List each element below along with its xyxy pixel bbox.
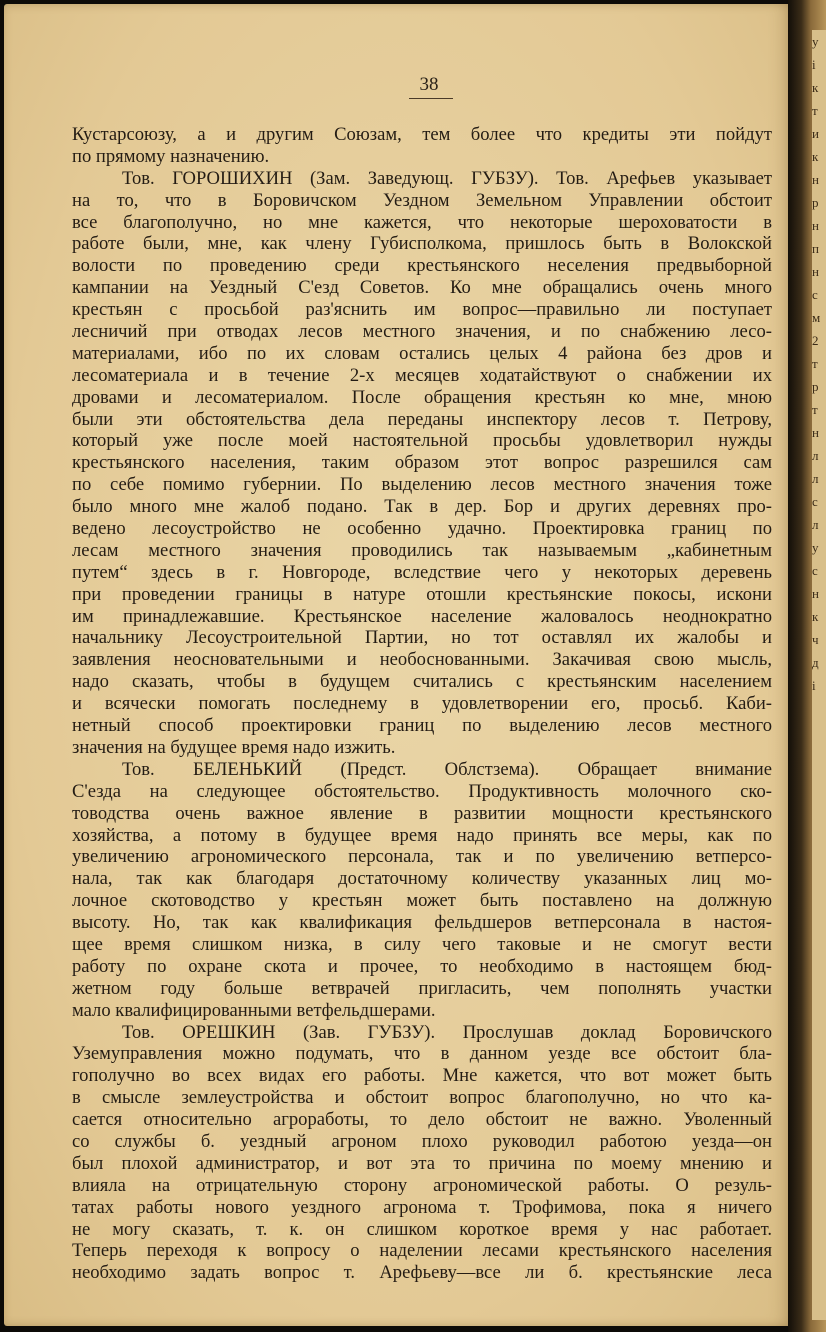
text-line: татах работы нового уездного агронома т. Трофимова, пока я ничего xyxy=(72,1196,772,1218)
next-page-fragment: р xyxy=(812,379,819,394)
text-line: щее время слишком низка, в силу чего таковые и не смогут вести xyxy=(72,933,772,955)
text-line: путем“ здесь в г. Новгороде, вследствие чего у некоторых деревень xyxy=(72,561,772,583)
text-line: нала, так как благодаря достаточному количеству указанных лиц мо- xyxy=(72,868,772,890)
book-page xyxy=(4,4,792,1326)
next-page-fragment: д xyxy=(812,655,819,670)
text-line: высоту. Но, так как квалификация фельдшеров ветперсонала в настоя- xyxy=(72,912,772,934)
next-page-fragment: с xyxy=(812,287,818,302)
text-line: были эти обстоятельства дела переданы инспектору лесов т. Петрову, xyxy=(72,408,772,430)
next-page-fragment: н xyxy=(812,586,819,601)
page-body-text xyxy=(72,124,772,1284)
text-line: не могу сказать, т. к. он слишком короткое время у нас работает. xyxy=(72,1218,772,1240)
text-line: жетном году больше ветврачей пригласить, чем пополнять участки xyxy=(72,977,772,999)
next-page-fragment: н xyxy=(812,264,819,279)
text-line: со службы б. уездный агроном плохо руководил работою уезда—он xyxy=(72,1130,772,1152)
text-line: крестьянского населения, таким образом этот вопрос разрешился сам xyxy=(72,452,772,474)
next-page-fragment: у xyxy=(812,34,819,49)
text-line: кампании на Уездный С'езд Советов. Ко мне обращались очень много xyxy=(72,277,772,299)
next-page-fragment: 2 xyxy=(812,333,819,348)
next-page-fragment: к xyxy=(812,80,819,95)
text-line: лесничий при отводах лесов местного значения, и по снабжению лесо- xyxy=(72,321,772,343)
text-line: хозяйства, а потому в будущее время надо принять все меры, как по xyxy=(72,824,772,846)
text-line: Теперь переходя к вопросу о наделении лесами крестьянского населения xyxy=(72,1240,772,1262)
text-line: Тов. ГОРОШИХИН (Зам. Заведующ. ГУБЗУ). Тов. Арефьев указывает xyxy=(122,167,772,189)
text-line: гополучно во всех видах его работы. Мне кажется, что вот может быть xyxy=(72,1065,772,1087)
next-page-fragment: н xyxy=(812,172,819,187)
text-line: Уземуправления можно подумать, что в данном уезде все обстоит бла- xyxy=(72,1043,772,1065)
page-number-rule xyxy=(409,98,453,99)
text-line: Кустарсоюзу, а и другим Союзам, тем более что кредиты эти пойдут xyxy=(72,124,772,145)
text-line: по себе помимо губернии. По выделению лесов местного значения тоже xyxy=(72,474,772,496)
next-page-fragment: р xyxy=(812,195,819,210)
text-line: С'езда на следующее обстоятельство. Продуктивность молочного ско- xyxy=(72,780,772,802)
text-line: им принадлежавшие. Крестьянское население жаловалось неоднократно xyxy=(72,605,772,627)
next-page-fragment: с xyxy=(812,494,818,509)
text-line: волости по проведению среди крестьянского неселения предвыборной xyxy=(72,255,772,277)
next-page-fragment: н xyxy=(812,218,819,233)
text-line: увеличению агрономического персонала, так и по увеличению ветперсо- xyxy=(72,846,772,868)
text-line: материалами, ибо по их словам остались целых 4 района без дров и xyxy=(72,342,772,364)
text-line: ведено лесоустройство не особенно удачно. Проектировка границ по xyxy=(72,518,772,540)
text-line: влияла на отрицательную сторону агрономической работы. О резуль- xyxy=(72,1174,772,1196)
next-page-fragment: п xyxy=(812,241,819,256)
next-page-fragment: у xyxy=(812,540,819,555)
next-page-fragment: л xyxy=(812,448,819,463)
next-page-fragment: к xyxy=(812,149,819,164)
text-line: необходимо задать вопрос т. Арефьеву—все ли б. крестьянские леса xyxy=(72,1262,772,1284)
text-line: и всячески помогать последнему в удовлетворении его, просьб. Каби- xyxy=(72,693,772,715)
next-page-fragment: т xyxy=(812,356,818,371)
text-line: мало квалифицированными ветфельдшерами. xyxy=(72,999,436,1021)
text-line: лесоматериала и в течение 2-х месяцев ходатайствуют о снабжении их xyxy=(72,364,772,386)
text-line: на то, что в Боровичском Уездном Земельном Управлении обстоит xyxy=(72,189,772,211)
text-line: крестьян с просьбой раз'яснить им вопрос—правильно ли поступает xyxy=(72,299,772,321)
text-line: нетный способ проектировки границ по выделению лесов местного xyxy=(72,715,772,737)
text-line: в смысле землеустройства и обстоит вопрос благополучно, но что ка- xyxy=(72,1087,772,1109)
text-line: товодства очень важное явление в развитии мощности крестьянского xyxy=(72,802,772,824)
text-line: работу по охране скота и прочее, то необходимо в настоящем бюд- xyxy=(72,955,772,977)
text-line: дровами и лесоматериалом. После обращения крестьян ко мне, мною xyxy=(72,386,772,408)
next-page-fragment: л xyxy=(812,471,819,486)
next-page-fragment: с xyxy=(812,563,818,578)
text-line: Тов. ОРЕШКИН (Зав. ГУБЗУ). Прослушав доклад Боровичского xyxy=(122,1021,772,1043)
text-line: начальнику Лесоустроительной Партии, но тот оставлял их жалобы и xyxy=(72,627,772,649)
next-page-fragment: и xyxy=(812,126,819,141)
next-page-fragment: і xyxy=(812,57,816,72)
text-line: было много мне жалоб подано. Так в дер. Бор и других деревнях про- xyxy=(72,496,772,518)
text-line: работе были, мне, как члену Губисполкома, пришлось быть в Волокской xyxy=(72,233,772,255)
text-line: Тов. БЕЛЕНЬКИЙ (Предст. Облстзема). Обращает внимание xyxy=(122,758,772,780)
next-page-fragment: ч xyxy=(812,632,819,647)
text-line: был плохой администратор, и вот эта то причина по моему мнению и xyxy=(72,1152,772,1174)
text-line: заявления неосновательными и необоснованными. Закачивая свою мысль, xyxy=(72,649,772,671)
next-page-fragment: і xyxy=(812,678,816,693)
text-line: лесам местного значения проводились так называемым „кабинетным xyxy=(72,539,772,561)
text-line: по прямому назначению. xyxy=(72,145,270,167)
page-number: 38 xyxy=(419,74,439,95)
text-line: все благополучно, но мне кажется, что некоторые шероховатости в xyxy=(72,211,772,233)
next-page-fragment: н xyxy=(812,425,819,440)
next-page-fragment: л xyxy=(812,517,819,532)
text-line: значения на будущее время надо изжить. xyxy=(72,736,396,758)
next-page-fragment: т xyxy=(812,103,818,118)
next-page-fragment: т xyxy=(812,402,818,417)
next-page-fragment: м xyxy=(812,310,821,325)
next-page-edge xyxy=(812,30,826,1320)
text-line: лочное скотоводство у крестьян может быть поставлено на должную xyxy=(72,890,772,912)
text-line: который уже после моей настоятельной просьбы удовлетворил нужды xyxy=(72,430,772,452)
text-line: при проведении границы в натуре отошли крестьянские покосы, искони xyxy=(72,583,772,605)
next-page-fragment: к xyxy=(812,609,819,624)
text-line: сается относительно агроработы, то дело обстоит не важно. Уволенный xyxy=(72,1109,772,1131)
text-line: надо сказать, чтобы в будущем считались с крестьянским населением xyxy=(72,671,772,693)
